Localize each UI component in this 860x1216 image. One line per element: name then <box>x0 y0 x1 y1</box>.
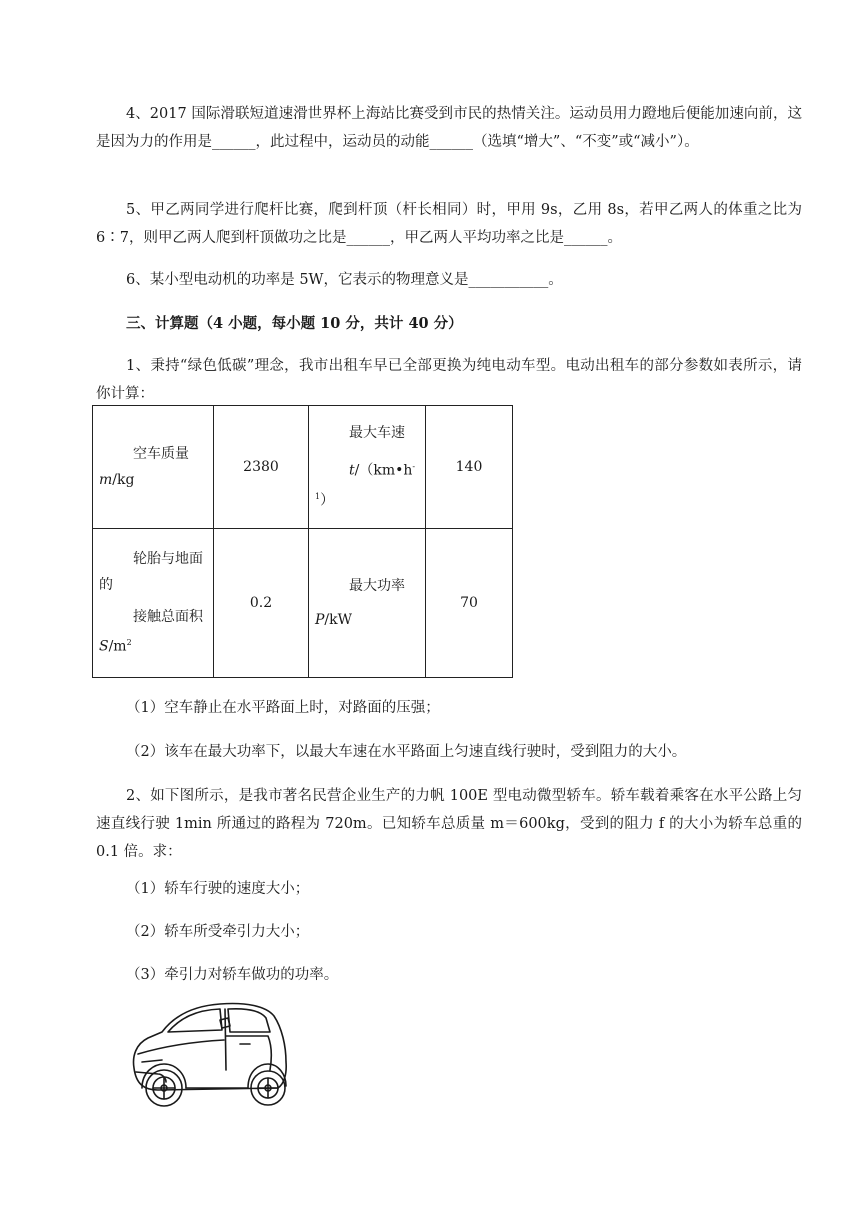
calc-question-1-part-1: （1）空车静止在水平路面上时，对路面的压强； <box>126 700 440 716</box>
table-cell-max-speed-label: 最大车速 $t/(km•h^{-1})$ <box>309 406 426 529</box>
calc-question-1-intro: 1、秉持“绿色低碳”理念，我市出租车早已全部更换为纯电动车型。电动出租车的部分参数如表所示，请你计算： <box>96 358 802 402</box>
section-heading-calculation: 三、计算题（4 小题，每小题 10 分，共计 40 分） <box>126 315 463 332</box>
taxi-parameters-table <box>92 405 513 678</box>
question-5: 5、甲乙两同学进行爬杆比赛，爬到杆顶（杆长相同）时，甲用 9s，乙用 8s，若甲乙两人的体重之比为 6∶7，则甲乙两人爬到杆顶做功之比是______，甲乙两人平均功率之比是______。 <box>96 202 802 246</box>
calc-question-2-intro: 2、如下图所示，是我市著名民营企业生产的力帆 100E 型电动微型轿车。轿车载着乘客在水平公路上匀速直线行驶 1min 所通过的路程为 720m。已知轿车总质量 m＝600kg，受到的阻力 f 的大小为轿车总重的 0.1 倍。求： <box>96 788 802 860</box>
table-cell-empty-mass-value: 2380 <box>214 406 309 529</box>
table-cell-max-power-label: 最大功率 P/kW <box>309 529 426 678</box>
table-cell-contact-area-label: 轮胎与地面的 接触总面积 $S/m^2$ <box>93 529 214 678</box>
table-row <box>93 529 513 678</box>
calc-question-2-part-1: （1）轿车行驶的速度大小； <box>126 881 310 897</box>
question-6: 6、某小型电动机的功率是 5W，它表示的物理意义是___________。 <box>126 272 563 288</box>
question-4: 4、2017 国际滑联短道速滑世界杯上海站比赛受到市民的热情关注。运动员用力蹬地后便能加速向前，这是因为力的作用是______，此过程中，运动员的动能______（选填“增大”、“不变”或“减小”）。 <box>96 106 802 150</box>
table-cell-max-power-value: 70 <box>426 529 513 678</box>
calc-question-2-part-3: （3）牵引力对轿车做功的功率。 <box>126 967 339 983</box>
electric-car-icon <box>128 998 292 1110</box>
table-cell-max-speed-value: 140 <box>426 406 513 529</box>
table-cell-empty-mass-label: 空车质量 m/kg <box>93 406 214 529</box>
table-row <box>93 406 513 529</box>
table-cell-contact-area-value: 0.2 <box>214 529 309 678</box>
calc-question-1-part-2: （2）该车在最大功率下，以最大车速在水平路面上匀速直线行驶时，受到阻力的大小。 <box>126 744 687 760</box>
calc-question-2-part-2: （2）轿车所受牵引力大小； <box>126 924 310 940</box>
